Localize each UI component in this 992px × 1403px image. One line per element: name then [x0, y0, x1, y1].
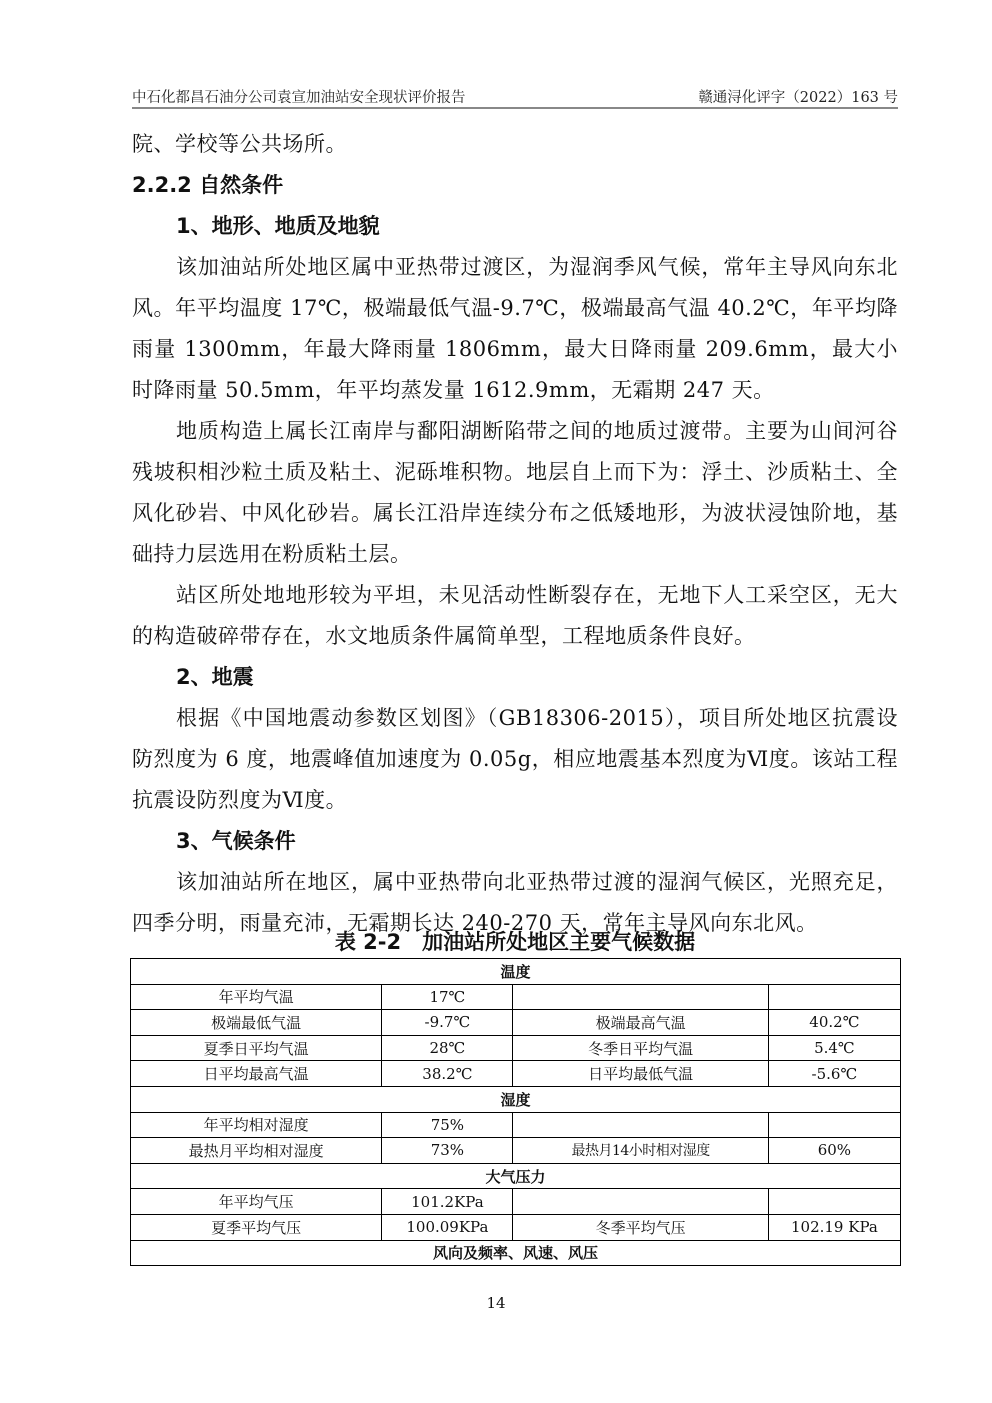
- table-cell: 极端最低气温: [131, 1010, 382, 1036]
- table-row: [131, 1214, 901, 1240]
- table-cell: 102.19 KPa: [768, 1214, 900, 1240]
- table-cell: 年平均相对湿度: [131, 1112, 382, 1138]
- section-title-pressure: 大气压力: [131, 1163, 901, 1189]
- section-title-humidity: 湿度: [131, 1086, 901, 1112]
- table-cell: 年平均气压: [131, 1189, 382, 1215]
- document-body: [132, 124, 898, 944]
- table-cell: 101.2KPa: [382, 1189, 513, 1215]
- section-row: [131, 1240, 901, 1266]
- section-heading: 2.2.2 自然条件: [132, 173, 284, 197]
- table-row: [131, 1112, 901, 1138]
- table-cell: 28℃: [382, 1035, 513, 1061]
- table-row: [131, 1138, 901, 1164]
- table-row: [131, 1035, 901, 1061]
- table-cell: 75%: [382, 1112, 513, 1138]
- table-cell: 日平均最高气温: [131, 1061, 382, 1087]
- table-cell: 60%: [768, 1138, 900, 1164]
- header-divider: [132, 107, 898, 109]
- section-title-wind: 风向及频率、风速、风压: [131, 1240, 901, 1266]
- subsection-heading-earthquake: 2、地震: [176, 665, 254, 689]
- paragraph: 根据《中国地震动参数区划图》（GB18306-2015），项目所处地区抗震设防烈度为 6 度，地震峰值加速度为 0.05g，相应地震基本烈度为Ⅵ度。该站工程抗震设防烈度为Ⅵ度。: [132, 706, 898, 812]
- table-cell: 最热月14小时相对湿度: [513, 1138, 768, 1164]
- paragraph: 站区所处地地形较为平坦，未见活动性断裂存在，无地下人工采空区，无大的构造破碎带存在，水文地质条件属简单型，工程地质条件良好。: [132, 583, 898, 648]
- table-cell: 40.2℃: [768, 1010, 900, 1036]
- table-row: [131, 1189, 901, 1215]
- table-row: [131, 1010, 901, 1036]
- section-row: [131, 959, 901, 985]
- report-number: 赣通浔化评字（2022）163 号: [698, 90, 898, 106]
- report-title: 中石化都昌石油分公司袁宣加油站安全现状评价报告: [132, 90, 466, 106]
- table-row: [131, 984, 901, 1010]
- section-row: [131, 1086, 901, 1112]
- section-row: [131, 1163, 901, 1189]
- paragraph: 该加油站所处地区属中亚热带过渡区，为湿润季风气候，常年主导风向东北风。年平均温度 17℃，极端最低气温-9.7℃，极端最高气温 40.2℃，年平均降雨量 1300mm，年最大降雨量 1806mm，最大日降雨量 209.6mm，最大小时降雨量 50.5mm，年平均蒸发量 1612.9mm，无霜期 247 天。: [132, 255, 898, 402]
- table-cell: 夏季日平均气温: [131, 1035, 382, 1061]
- table-cell: [513, 984, 768, 1010]
- table-cell: [513, 1189, 768, 1215]
- table-cell: 5.4℃: [768, 1035, 900, 1061]
- table-cell: 冬季日平均气温: [513, 1035, 768, 1061]
- table-cell: -5.6℃: [768, 1061, 900, 1087]
- subsection-heading-climate: 3、气候条件: [176, 829, 296, 853]
- table-cell: [513, 1112, 768, 1138]
- table-cell: [768, 1189, 900, 1215]
- page-number: 14: [486, 1294, 506, 1312]
- table-cell: 日平均最低气温: [513, 1061, 768, 1087]
- table-cell: 17℃: [382, 984, 513, 1010]
- table-row: [131, 1061, 901, 1087]
- table-cell: 38.2℃: [382, 1061, 513, 1087]
- paragraph: 地质构造上属长江南岸与鄱阳湖断陷带之间的地质过渡带。主要为山间河谷残坡积相沙粒土质及粘土、泥砾堆积物。地层自上而下为：浮土、沙质粘土、全风化砂岩、中风化砂岩。属长江沿岸连续分布之低矮地形，为波状浸蚀阶地，基础持力层选用在粉质粘土层。: [132, 419, 898, 566]
- section-title-temperature: 温度: [131, 959, 901, 985]
- table-cell: -9.7℃: [382, 1010, 513, 1036]
- table-cell: [768, 1112, 900, 1138]
- subsection-heading-terrain: 1、地形、地质及地貌: [176, 214, 380, 238]
- table-cell: 极端最高气温: [513, 1010, 768, 1036]
- table-cell: [768, 984, 900, 1010]
- table-cell: 最热月平均相对湿度: [131, 1138, 382, 1164]
- table-cell: 73%: [382, 1138, 513, 1164]
- table-cell: 100.09KPa: [382, 1214, 513, 1240]
- table-cell: 年平均气温: [131, 984, 382, 1010]
- climate-data-table: [130, 958, 901, 1266]
- table-caption: 表 2-2 加油站所处地区主要气候数据: [334, 930, 696, 954]
- page-header: [132, 86, 898, 108]
- paragraph: 该加油站所在地区，属中亚热带向北亚热带过渡的湿润气候区，光照充足，四季分明，雨量充沛，无霜期长达 240-270 天，常年主导风向东北风。: [132, 870, 898, 935]
- continuation-text: 院、学校等公共场所。: [132, 132, 347, 156]
- table-cell: 冬季平均气压: [513, 1214, 768, 1240]
- table-cell: 夏季平均气压: [131, 1214, 382, 1240]
